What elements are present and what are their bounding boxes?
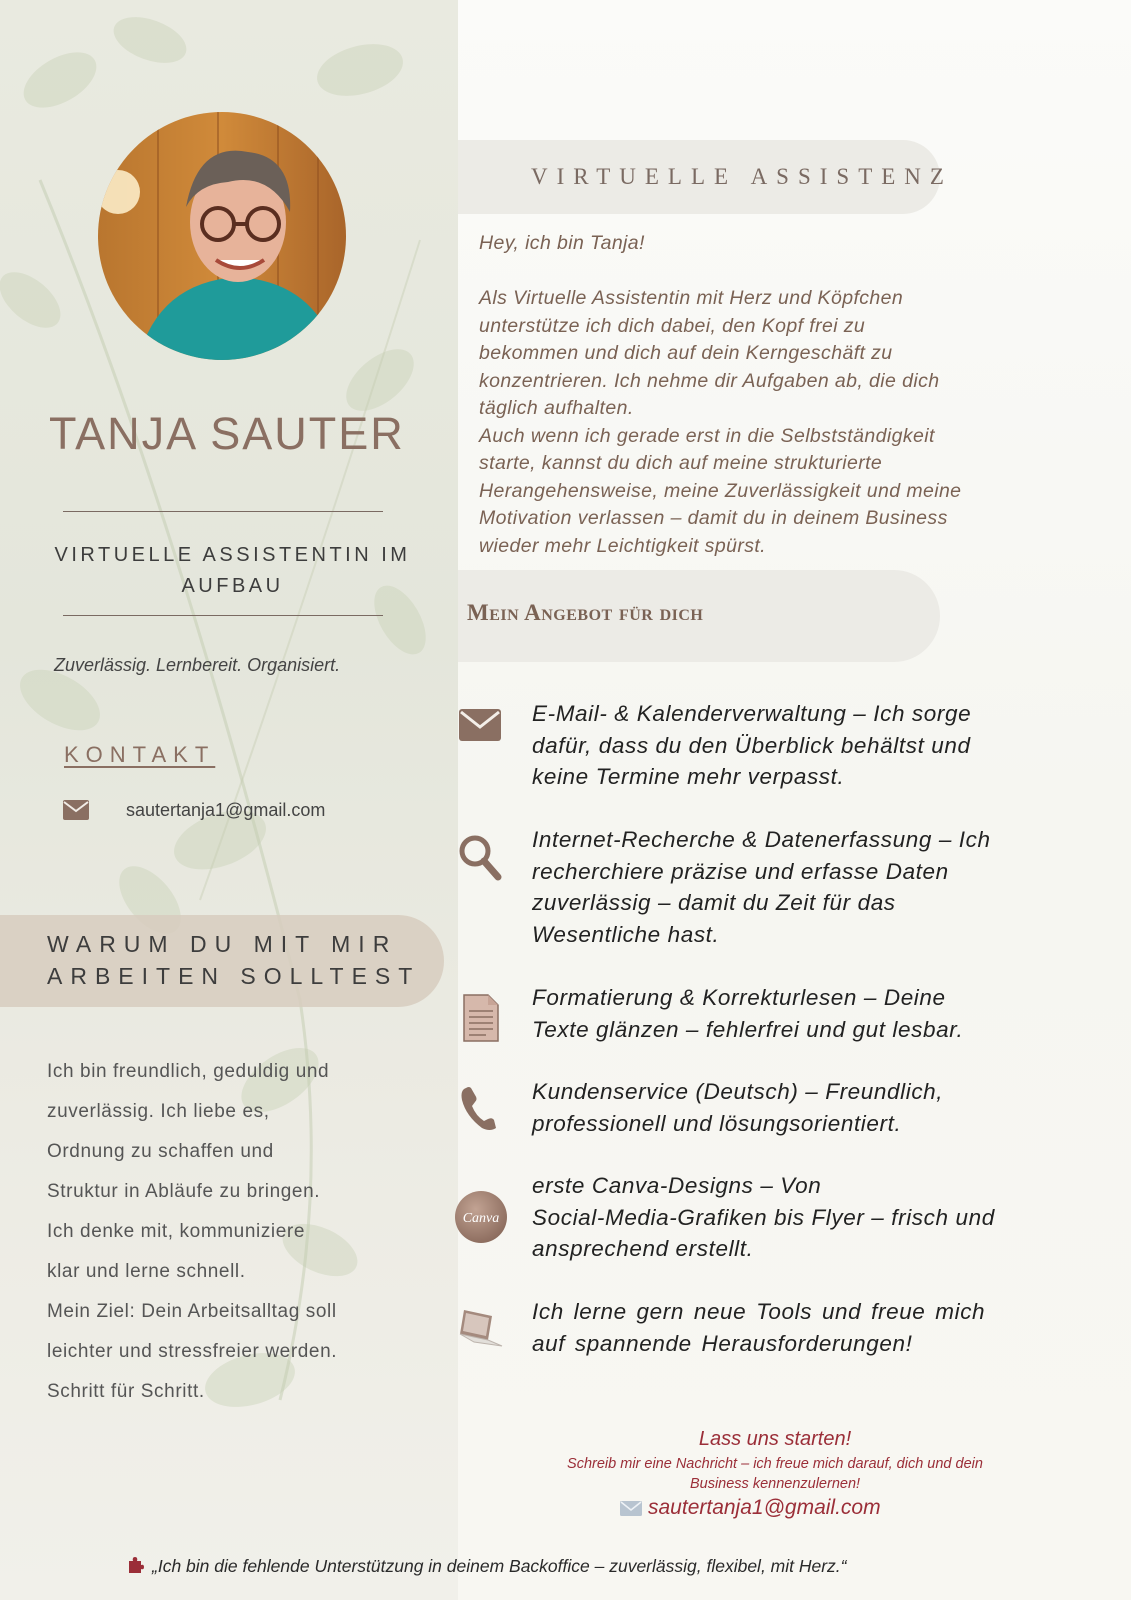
service-line: keine Termine mehr verpasst. [532,764,845,789]
intro-line: Auch wenn ich gerade erst in die Selbstständigkeit [479,424,935,447]
service-line: Kundenservice (Deutsch) – Freundlich, [532,1079,944,1104]
envelope-icon [620,1501,642,1516]
service-line: erste Canva-Designs – Von [532,1173,822,1198]
cta-subtitle [500,1454,1050,1494]
intro-line: konzentrieren. Ich nehme dir Aufgaben ab, die dich [479,369,940,392]
service-line: ansprechend erstellt. [532,1236,754,1261]
why-line: Mein Ziel: Dein Arbeitsalltag soll [47,1301,337,1322]
cta-email-row [620,1496,881,1520]
envelope-icon [456,700,506,750]
intro-spacer [479,258,1079,286]
envelope-icon [63,800,89,820]
tagline: Zuverlässig. Lernbereit. Organisiert. [54,655,341,675]
cta-title: Lass uns starten! [698,1428,852,1450]
divider-top [63,511,383,512]
offer-heading: Mein Angebot für dich [467,600,704,625]
service-line: Wesentliche hast. [532,921,720,947]
service-line: dafür, dass du den Überblick behältst und [532,732,971,758]
service-line: Ich lerne gern neue Tools und freue mich [532,1299,986,1324]
intro-line: bekommen und dich auf dein Kerngeschäft zu [479,342,893,364]
service-email-calendar [532,698,1092,793]
service-tools [532,1296,1092,1359]
service-line: Internet-Recherche & Datenerfassung – Ich [532,827,991,852]
service-line: recherchiere präzise und erfasse Daten [532,858,949,884]
why-line: Schritt für Schritt. [47,1381,205,1402]
service-line: zuverlässig – damit du Zeit für das [532,890,896,915]
intro-greeting: Hey, ich bin Tanja! [479,232,645,254]
profile-photo [98,112,346,360]
footer-quote [126,1556,1026,1577]
canva-icon [454,1190,508,1244]
service-line: Formatierung & Korrekturlesen – Deine [532,985,946,1010]
why-line: Ordnung zu schaffen und [47,1141,274,1162]
cta-email-link[interactable]: sautertanja1@gmail.com [648,1496,881,1519]
contact-email-link[interactable]: sautertanja1@gmail.com [126,800,326,820]
why-line: klar und lerne schnell. [47,1261,246,1282]
intro-line: Als Virtuelle Assistentin mit Herz und Köpfchen [479,287,904,309]
svg-text:Canva: Canva [462,1211,500,1226]
intro-line: Herangehensweise, meine Zuverlässigkeit und meine [479,479,962,502]
service-line: professionell und lösungsorientiert. [532,1110,902,1136]
why-text [47,1052,417,1412]
name-heading: TANJA SAUTER [49,408,405,459]
puzzle-icon [126,1556,144,1574]
why-line: Struktur in Abläufe zu bringen. [47,1181,321,1202]
service-line: Texte glänzen – fehlerfrei und gut lesbar. [532,1016,964,1042]
service-line: E-Mail- & Kalenderverwaltung – Ich sorge [532,701,972,726]
service-line: Social-Media-Grafiken bis Flyer – frisch und [532,1204,995,1230]
quote-text: „Ich bin die fehlende Unterstützung in deinem Backoffice – zuverlässig, flexibel, mit Herz.“ [152,1556,847,1576]
intro-line: starte, kannst du dich auf meine strukturierte [479,452,883,474]
contact-heading: KONTAKT [64,742,216,767]
intro-line: täglich aufhalten. [479,397,634,419]
why-line: Ich denke mit, kommuniziere [47,1221,306,1242]
role-subtitle: VIRTUELLE ASSISTENTIN IM AUFBAU [54,544,411,597]
laptop-icon [456,1304,506,1354]
why-line: zuverlässig. Ich liebe es, [47,1101,270,1122]
intro-line: Motivation verlassen – damit du in deinem Business [479,507,948,529]
service-formatting [532,982,1092,1045]
service-canva [532,1170,1092,1265]
why-heading: WARUM DU MIT MIR ARBEITEN SOLLTEST [47,931,421,989]
why-line: leichter und stressfreier werden. [47,1341,338,1362]
why-line: Ich bin freundlich, geduldig und [47,1061,330,1082]
cta-subtitle-line: Business kennenzulernen! [689,1476,861,1492]
magnifier-icon [456,832,506,882]
intro-line: wieder mehr Leichtigkeit spürst. [479,534,766,557]
phone-icon [456,1084,506,1134]
service-customer [532,1076,1092,1139]
divider-bottom [63,615,383,616]
service-line: auf spannende Herausforderungen! [532,1330,913,1356]
intro-text [479,230,1079,560]
intro-line: unterstütze ich dich dabei, den Kopf frei zu [479,314,866,337]
va-heading: VIRTUELLE ASSISTENZ [531,164,953,189]
cta-subtitle-line: Schreib mir eine Nachricht – ich freue mich darauf, dich und dein [567,1456,983,1472]
service-research [532,824,1092,950]
document-icon [456,993,506,1043]
